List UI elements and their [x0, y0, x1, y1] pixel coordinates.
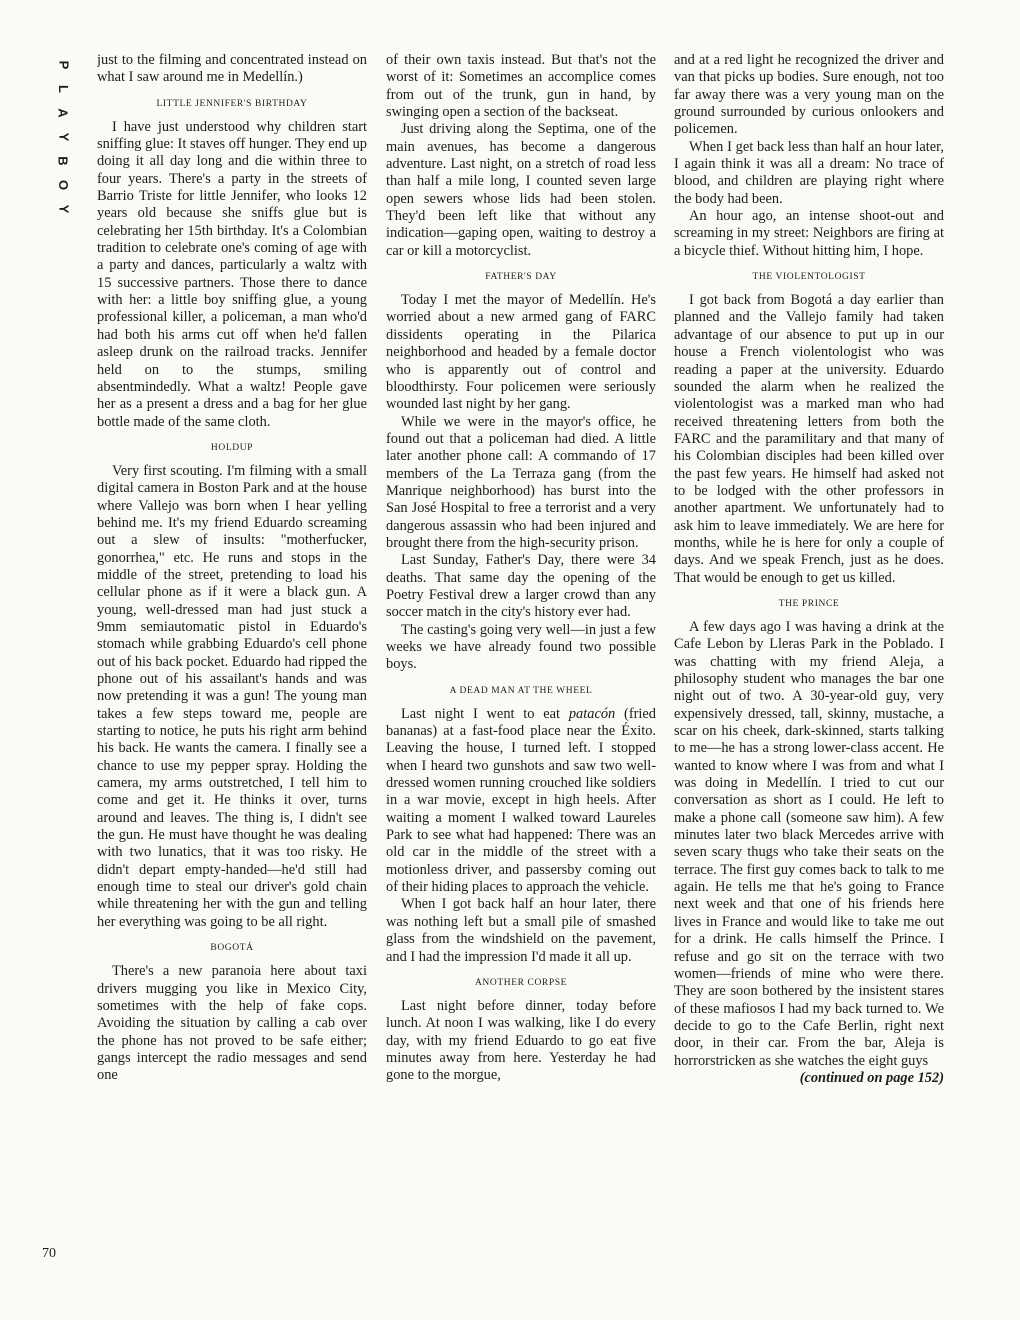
paragraph: Just driving along the Septima, one of the main avenues, has become a dangerous adventure. Last night, on a stretch of road less than half a mile long, I counted seven large open sewers whose lids had been stolen. They'd been left like that without any indication—gaping open, waiting to destroy a car or kill a motorcyclist. [386, 121, 656, 259]
section-heading: THE VIOLENTOLOGIST [752, 272, 866, 283]
paragraph [386, 706, 656, 897]
continued-note: (continued on page 152) [799, 1069, 944, 1086]
column-3 [674, 52, 944, 1267]
running-head-letter: P [55, 60, 71, 70]
paragraph: The casting's going very well—in just a few weeks we have already found two possible boys. [386, 621, 656, 673]
page-number: 70 [42, 1246, 56, 1261]
section-heading: LITTLE JENNIFER'S BIRTHDAY [156, 98, 308, 109]
paragraph: Last Sunday, Father's Day, there were 34 deaths. That same day the opening of the Poetry Festival drew a larger crowd than any soccer match in the city's history ever had. [386, 552, 656, 621]
italic-word: patacón [568, 705, 616, 722]
section-heading: FATHER'S DAY [485, 272, 557, 283]
paragraph: Today I met the mayor of Medellín. He's worried about a new armed gang of FARC dissidents operating in the Pilarica neighborhood and headed by a female doctor who is apparently out of control and bloodthirsty. Four policemen were seriously wounded last night by her gang. [386, 292, 656, 413]
section-heading: ANOTHER CORPSE [474, 977, 568, 988]
column-2 [386, 52, 656, 1267]
paragraph: Last night before dinner, today before lunch. At noon I was walking, like I do every day, with my friend Eduardo to go eat five minutes away from here. Yesterday he had gone to the morgue, [386, 997, 656, 1084]
paragraph: just to the filming and concentrated instead on what I saw around me in Medellín.) [97, 52, 367, 86]
paragraph: and at a red light he recognized the driver and van that picks up bodies. Sure enough, not too far away there was a very young man on the ground surrounded by curious onlookers and policemen. [674, 52, 944, 138]
running-head-letter: Y [55, 132, 71, 142]
running-head [56, 58, 70, 216]
running-head-letter: O [56, 179, 71, 191]
paragraph: Very first scouting. I'm filming with a small digital camera in Boston Park and at the house where Vallejo was born when I hear yelling behind me. It's my friend Eduardo screaming out a slew of insults: "motherfucker, gonorrhea," etc. He runs and stops in the middle of the street, pretending to load his cellular phone as if it were a black gun. A young, well-dressed man had just stuck a 9mm semiautomatic pistol in Eduardo's stomach while grabbing Eduardo's cell phone out of his back pocket. Eduardo had ripped the phone out of his assailant's hands and was now pretending it was a gun! The young man takes a few steps toward me, people are starting to notice, he puts his right arm behind his back. He wants the camera. I finally see a chance to use my pepper spray. Holding the camera, my arms outstretched, I tell him to come and get it. He thinks it over, turns around and leaves. The thing is, I didn't see the gun. He must have thought he was dealing with two lunatics, that it was too risky. He didn't depart empty-handed—he'd still had enough time to steal our driver's gold chain while threatening her with the gun and telling her everything was going to be all right. [97, 462, 367, 930]
section-heading: BOGOTÁ [210, 943, 254, 954]
running-head-letter: L [55, 85, 71, 93]
running-head-letter: A [55, 108, 71, 118]
paragraph: I got back from Bogotá a day earlier than planned and the Vallejo family had taken advantage of our absence to put up in our house a French violentologist who was reading a paper at the university. Eduardo sounded the alarm when he realized the violentologist was a marked man who had received threatening letters from both the FARC and the paramilitary and that many of his Colombian disciples had been killed over the past few years. He himself had asked not to be lodged with the other professors in another apartment. We unfortunately had to ask him to leave immediately. We are here for months, while he is here for only a couple of days. And we speak French, just as he does. That would be enough to get us killed. [674, 292, 944, 586]
section-heading: HOLDUP [210, 442, 254, 453]
paragraph: An hour ago, an intense shoot-out and screaming in my street: Neighbors are firing at a bicycle thief. Without hitting him, I hope. [674, 208, 944, 259]
paragraph: A few days ago I was having a drink at the Cafe Lebon by Lleras Park in the Poblado. I was chatting with my friend Aleja, a philosophy student who manages the bar one night out of two. A 30-year-old guy, very expensively dressed, tall, skinny, mustache, a scar on his cheek, dark-skinned, starts talking to me—he has a strong lower-class accent. He wanted to know where I was from and what I was doing in Medellín. I tried to cut our conversation as short as I could. He left to make a phone call (someone saw him). A few minutes later two black Mercedes arrive with seven scary thugs who take their seats on the terrace. The first guy comes back to talk to me again. He tells me that he's going to France next week and that one of his friends here lives in France and would like to take me out for a drink. He calls himself the Prince. I refuse and go sit on the terrace with two women—friends of mine who were there. They are soon bothered by the insistent stares of these mafiosos I had my back turned to. We decide to go to the Cafe Berlin, right next door, in their car. From the bar, Aleja is horrorstricken as she watches the eight guys [674, 618, 944, 1069]
text-run: (fried bananas) at a fast-food place near the Éxito. Leaving the house, I turned left. I stopped when I heard two gunshots and saw two well-dressed women running crouched like soldiers in a war movie, except in high heels. After waiting a moment I walked toward Laureles Park to see what had happened: There was an old car in the middle of the street with a motionless driver, and passersby coming out of their hiding places to approach the vehicle. [386, 705, 656, 896]
running-head-letter: B [55, 156, 71, 166]
section-heading: A DEAD MAN AT THE WHEEL [449, 685, 593, 696]
paragraph: While we were in the mayor's office, he found out that a policeman had died. A little later another phone call: A commando of 17 members of the La Terraza gang (from the Manrique neighborhood) has burst into the San José Hospital to free a terrorist and a very dangerous assassin who had been injured and brought there from the high-security prison. [386, 413, 656, 551]
running-head-letter: Y [55, 204, 71, 214]
paragraph: I have just understood why children start sniffing glue: It staves off hunger. They end up doing it all day long and die within three to four years. There's a party in the streets of Barrio Triste for little Jennifer, who looks 12 years old because she sniffs glue but is celebrating her 15th birthday. It's a Colombian tradition to celebrate one's coming of age with a party and dances, particularly a waltz with 15 successive partners. Those there to dance with her: a little boy sniffing glue, a young professional killer, a policeman, a man who'd had both his arms cut off when he'd fallen asleep drunk on the railroad tracks. Jennifer held on to the stumps, smiling absentmindedly. What a waltz! People gave her as a present a dress and a bag for her glue bottle made of the same cloth. [97, 118, 367, 430]
paragraph: There's a new paranoia here about taxi drivers mugging you like in Mexico City, sometimes with the help of fake cops. Avoiding the situation by calling a cab over the phone has not proved to be safe either; gangs intercept the radio messages and send one [97, 963, 367, 1084]
text-run: Last night I went to eat [401, 705, 569, 722]
section-heading: THE PRINCE [778, 598, 840, 609]
column-1 [97, 52, 367, 1267]
paragraph: When I get back less than half an hour later, I again think it was all a dream: No trace of blood, and children are playing right where the body had been. [674, 138, 944, 207]
paragraph: of their own taxis instead. But that's not the worst of it: Sometimes an accomplice comes from out of the trunk, gun in hand, by swinging open a section of the backseat. [386, 52, 656, 121]
paragraph: When I got back half an hour later, there was nothing left but a small pile of smashed glass from the windshield on the pavement, and I had the impression I'd made it all up. [386, 896, 656, 965]
